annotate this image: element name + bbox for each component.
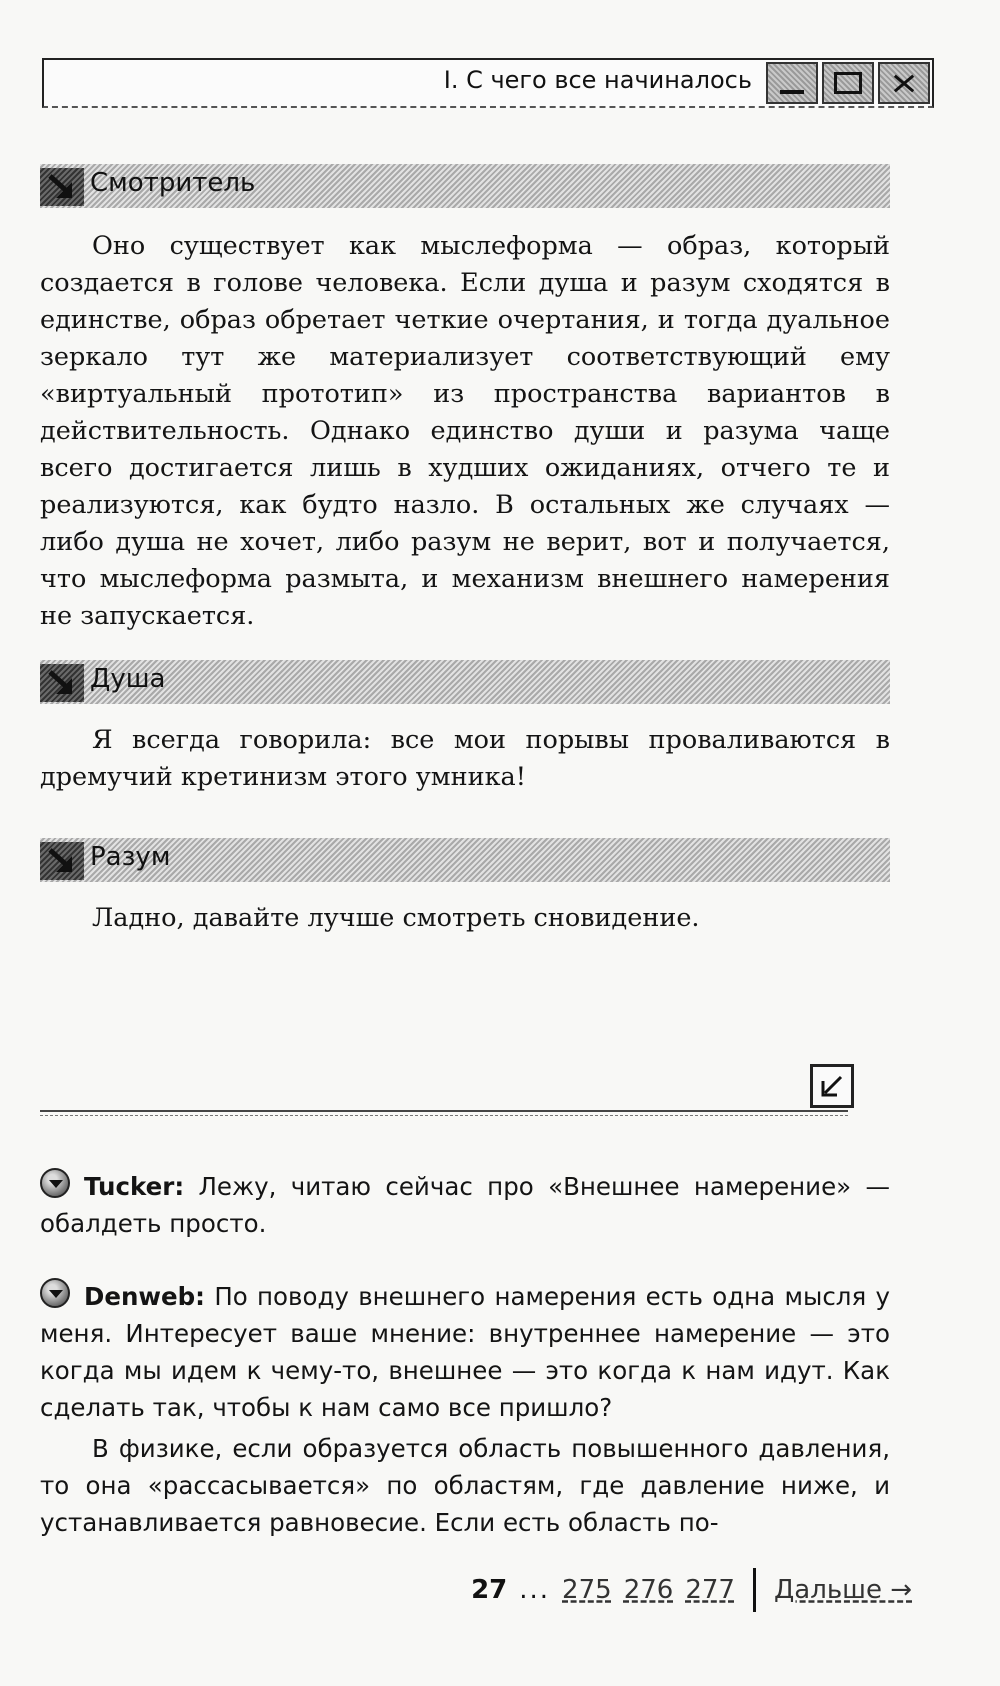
page-link[interactable]: 275 [562, 1575, 612, 1605]
dialogue-text: Я всегда говорила: все мои порывы проваливаются в дремучий кретинизм этого умника! [40, 725, 890, 792]
maximize-icon[interactable] [822, 62, 874, 104]
forum-text: Лежу, читаю сейчас про «Внешнее намерение» — обалдеть просто. [40, 1172, 891, 1238]
forum-text: По поводу внешнего намерения есть одна мысля у меня. Интересует ваше мнение: внутреннее намерение — это когда мы идем к чему-то, внешнее — это когда к нам идут. Как сделать так, чтобы к нам само все пришло? [40, 1282, 890, 1422]
window-titlebar [42, 58, 934, 108]
bullet-icon [40, 1278, 70, 1308]
pager-ellipsis: ... [519, 1575, 551, 1605]
speaker-name: Смотритель [90, 168, 256, 198]
bullet-icon [40, 1168, 70, 1198]
speaker-header [40, 838, 890, 882]
page-link[interactable]: 277 [685, 1575, 735, 1605]
arrow-down-right-icon [40, 842, 84, 880]
arrow-down-right-icon [40, 664, 84, 702]
speaker-name: Душа [90, 664, 166, 694]
arrow-down-left-icon [810, 1064, 854, 1108]
minimize-icon[interactable] [766, 62, 818, 104]
forum-continuation: В физике, если образуется область повышенного давления, то она «рассасывается» по областям, где давление ниже, и устанавливается равновесие. Если есть область по- [40, 1434, 890, 1537]
section-divider [40, 1110, 848, 1112]
speaker-name: Разум [90, 842, 171, 872]
chapter-title: I. С чего все начиналось [443, 66, 752, 94]
close-icon[interactable] [878, 62, 930, 104]
arrow-down-right-icon [40, 168, 84, 206]
speaker-header [40, 660, 890, 704]
dialogue-text: Оно существует как мыслеформа — образ, который создается в голове человека. Если душа и разум сходятся в единстве, образ обретает четкие очертания, и тогда дуальное зеркало тут же материализует соответствующий ему «виртуальный прототип» из пространства вариантов в действительность. Однако единство души и разума чаще всего достигается лишь в худших ожиданиях, отчего те и реализуются, как будто назло. В остальных же случаях — либо душа не хочет, либо разум не верит, вот и получается, что мыслеформа размыта, и механизм внешнего намерения не запускается. [40, 231, 890, 631]
forum-post [40, 1168, 890, 1242]
speaker-header [40, 164, 890, 208]
forum-post [40, 1278, 890, 1426]
next-link[interactable]: Дальше → [773, 1575, 912, 1605]
page-link[interactable]: 276 [623, 1575, 674, 1605]
section-divider-dashed [40, 1115, 848, 1116]
forum-nick: Tucker: [84, 1172, 185, 1201]
pager [471, 1568, 912, 1612]
forum-nick: Denweb: [84, 1282, 205, 1311]
pager-separator [753, 1568, 756, 1612]
dialogue-text: Ладно, давайте лучше смотреть сновидение. [92, 903, 700, 933]
window-controls [766, 62, 930, 104]
current-page: 27 [471, 1575, 508, 1605]
